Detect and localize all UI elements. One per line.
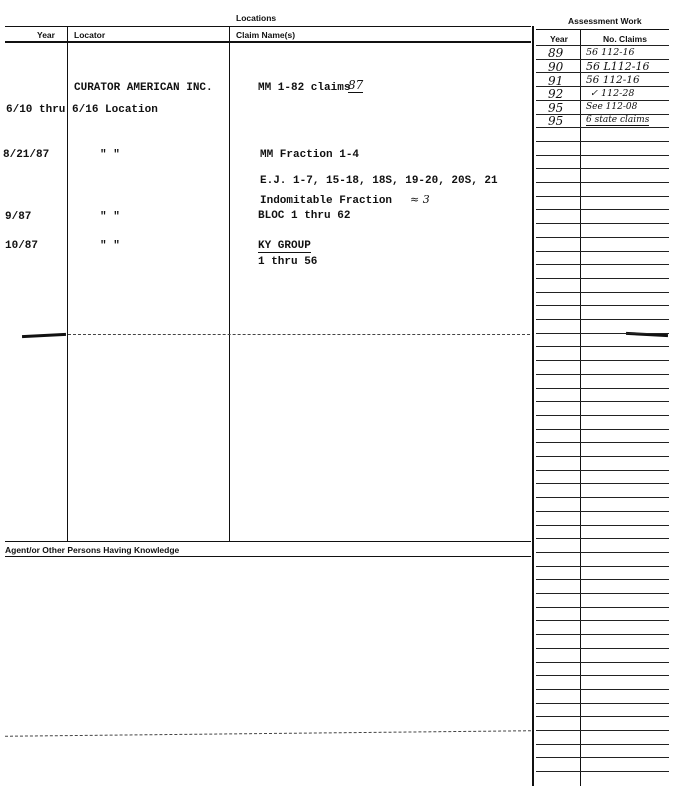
entry-locator-ditto-3: " " [100,240,120,252]
assessment-row-rule [536,525,669,526]
assessment-row-rule [536,730,669,731]
assessment-row-rule [536,593,669,594]
aw-year-95b: 95 [548,114,564,128]
entry-year-9-87: 9/87 [5,211,32,223]
assessment-row-rule [536,251,669,252]
assessment-row-rule [536,703,669,704]
claim-ky-group: KY GROUP [258,240,311,252]
assessment-row-rule [536,552,669,553]
locator-claim-divider [229,26,230,541]
assessment-row-rule [536,456,669,457]
indomitable-note: ≈ 3 [410,193,430,206]
bottom-faded-rule [5,730,531,737]
aw-year-91: 91 [548,74,564,88]
aw-claims-95a: See 112-08 [586,102,638,112]
claim-bloc: BLOC 1 thru 62 [258,210,351,222]
assessment-row-rule [536,182,669,183]
aw-claims-89: 56 112-16 [586,47,635,58]
assessment-row-rule [536,319,669,320]
assessment-row-rule [536,716,669,717]
assessment-row-rule [536,168,669,169]
assessment-row-rule [536,237,669,238]
assessment-row-rule [536,155,669,156]
aw-claims-90: 56 L112-16 [586,60,650,73]
entry-locator-ditto-1: " " [100,149,120,161]
assessment-year-divider [580,29,581,786]
assessment-row-rule [536,744,669,745]
entry-year-10-87: 10/87 [5,240,39,252]
assessment-row-rule [536,511,669,512]
agent-section-label: Agent/or Other Persons Having Knowledge [5,545,180,555]
assessment-row-rule [536,223,669,224]
assessment-row-rule [536,388,669,389]
assessment-row-rule [536,689,669,690]
assessment-row-rule [536,374,669,375]
assessment-row-rule [536,607,669,608]
assessment-row-rule [536,429,669,430]
assessment-row-rule [536,346,669,347]
assessment-left-border [532,26,534,786]
left-margin-mark [22,333,66,338]
assessment-row-rule [536,278,669,279]
no-claims-column-header: No. Claims [603,34,647,44]
assessment-row-rule [536,292,669,293]
aw-claims-91: 56 112-16 [586,74,640,86]
assessment-row-rule [536,305,669,306]
assessment-row-rule [536,497,669,498]
assessment-row-rule [536,333,669,334]
year-column-header: Year [37,30,55,40]
assessment-row-rule [536,757,669,758]
claim-count-note: 87 [348,78,364,92]
middle-faded-rule [68,334,530,335]
header-bottom-rule [5,41,531,43]
assessment-row-rule [536,401,669,402]
claim-ky-range: 1 thru 56 [258,256,318,268]
claim-mm-fraction: MM Fraction 1-4 [260,149,360,161]
claim-indomitable: Indomitable Fraction [260,195,393,207]
assessment-row-rule [536,196,669,197]
aw-year-90: 90 [548,60,564,74]
locator-curator-american: CURATOR AMERICAN INC. [74,82,213,94]
assessment-row-rule [536,662,669,663]
location-dates: 6/10 thru 6/16 Location [6,104,158,116]
assessment-row-rule [536,579,669,580]
assessment-row-rule [536,566,669,567]
aw-year-92: 92 [548,87,564,101]
assessment-row-rule [536,442,669,443]
assessment-row-rule [536,415,669,416]
aw-claims-92: ✓ 112-28 [590,88,635,99]
claim-mm-1-82: MM 1-82 claims [258,82,351,94]
header-top-rule [5,26,531,27]
aw-year-95a: 95 [548,101,564,115]
assessment-row-rule [536,360,669,361]
assessment-row-rule [536,141,669,142]
agent-section-bottom-rule [5,556,531,557]
assessment-row-rule [536,648,669,649]
agent-section-top-rule [5,541,531,542]
assessment-row-rule [536,470,669,471]
entry-year-8-21-87: 8/21/87 [3,149,50,161]
assessment-row-rule [536,264,669,265]
assessment-work-header: Assessment Work [568,16,642,26]
assessment-row-rule [536,209,669,210]
locator-column-header: Locator [74,30,106,40]
assessment-row-rule [536,675,669,676]
claim-ej-list: E.J. 1-7, 15-18, 18S, 19-20, 20S, 21 [260,175,498,187]
assessment-row-rule [536,483,669,484]
locations-header: Locations [236,13,277,23]
claim-names-column-header: Claim Name(s) [236,30,296,40]
aw-year-89: 89 [548,46,564,60]
assessment-row-rule [536,620,669,621]
assessment-row-rule [536,538,669,539]
entry-locator-ditto-2: " " [100,211,120,223]
aw-claims-95b: 6 state claims [586,115,650,125]
aw-year-column-header: Year [550,34,568,44]
assessment-row-rule [536,771,669,772]
header-top-rule-right [536,29,669,30]
assessment-row-rule [536,634,669,635]
